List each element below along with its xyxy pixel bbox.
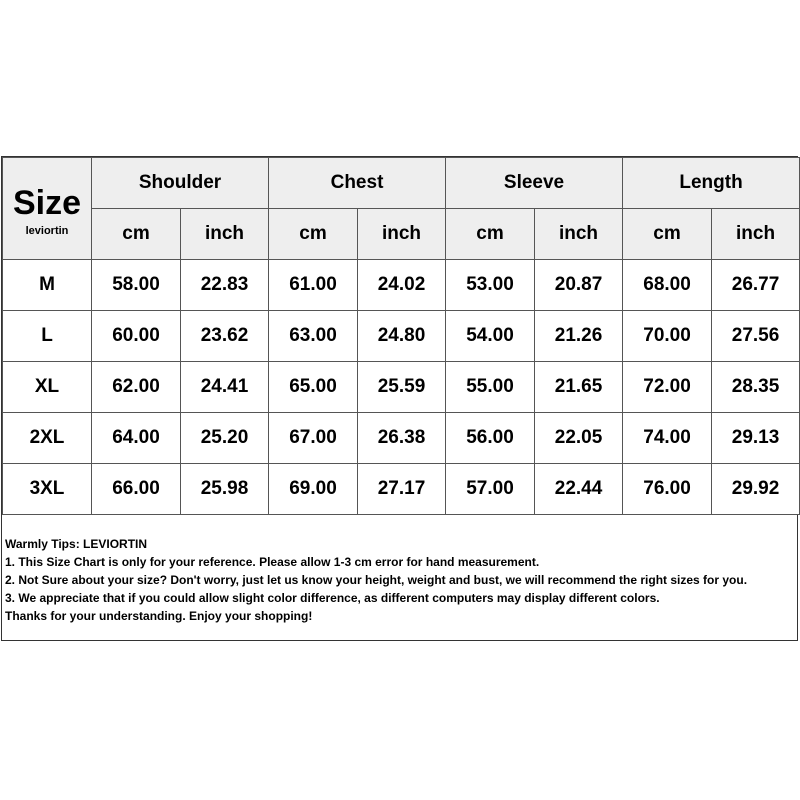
measurement-cell: 54.00 [446,311,535,362]
measurement-cell: 20.87 [535,260,623,311]
measurement-cell: 24.02 [358,260,446,311]
unit-header: inch [535,209,623,260]
size-table [2,157,800,515]
column-group-header: Sleeve [446,158,623,209]
size-cell: L [3,311,92,362]
size-chart [1,156,798,641]
measurement-cell: 66.00 [92,464,181,515]
tips-title: Warmly Tips: LEVIORTIN [5,537,148,551]
measurement-cell: 64.00 [92,413,181,464]
size-cell: XL [3,362,92,413]
measurement-cell: 61.00 [269,260,358,311]
unit-header: inch [358,209,446,260]
unit-header: cm [269,209,358,260]
measurement-cell: 25.98 [181,464,269,515]
size-cell: M [3,260,92,311]
size-cell: 3XL [3,464,92,515]
measurement-cell: 67.00 [269,413,358,464]
measurement-cell: 65.00 [269,362,358,413]
measurement-cell: 60.00 [92,311,181,362]
measurement-cell: 69.00 [269,464,358,515]
measurement-cell: 21.65 [535,362,623,413]
measurement-cell: 68.00 [623,260,712,311]
unit-header: inch [181,209,269,260]
measurement-cell: 24.41 [181,362,269,413]
measurement-cell: 58.00 [92,260,181,311]
measurement-cell: 74.00 [623,413,712,464]
measurement-cell: 22.44 [535,464,623,515]
measurement-cell: 28.35 [712,362,800,413]
size-cell: 2XL [3,413,92,464]
tips-closing: Thanks for your understanding. Enjoy your shopping! [5,609,313,623]
column-group-header: Shoulder [92,158,269,209]
measurement-cell: 55.00 [446,362,535,413]
measurement-cell: 63.00 [269,311,358,362]
size-header-cell [3,158,92,260]
unit-header: cm [92,209,181,260]
table-row [3,464,800,515]
measurement-cell: 29.13 [712,413,800,464]
measurement-cell: 62.00 [92,362,181,413]
measurement-cell: 76.00 [623,464,712,515]
measurement-cell: 72.00 [623,362,712,413]
unit-header: cm [623,209,712,260]
measurement-cell: 27.17 [358,464,446,515]
measurement-cell: 29.92 [712,464,800,515]
measurement-cell: 24.80 [358,311,446,362]
measurement-cell: 27.56 [712,311,800,362]
tips-line: 2. Not Sure about your size? Don't worry, just let us know your height, weight and bust, we will recommend the right sizes for you. [5,573,748,587]
measurement-cell: 25.59 [358,362,446,413]
tips-section [2,515,797,625]
tips-line: 3. We appreciate that if you could allow slight color difference, as different computers may display different colors. [5,591,660,605]
measurement-cell: 53.00 [446,260,535,311]
tips-line: 1. This Size Chart is only for your reference. Please allow 1-3 cm error for hand measurement. [5,555,540,569]
measurement-cell: 21.26 [535,311,623,362]
table-row [3,413,800,464]
measurement-cell: 57.00 [446,464,535,515]
measurement-cell: 26.77 [712,260,800,311]
measurement-cell: 22.83 [181,260,269,311]
column-group-header: Chest [269,158,446,209]
brand-label: leviortin [25,224,69,237]
measurement-cell: 26.38 [358,413,446,464]
measurement-cell: 22.05 [535,413,623,464]
table-row [3,311,800,362]
measurement-cell: 25.20 [181,413,269,464]
unit-header: inch [712,209,800,260]
table-row [3,362,800,413]
size-header-title: Size [12,183,82,222]
measurement-cell: 70.00 [623,311,712,362]
column-group-header: Length [623,158,800,209]
measurement-cell: 56.00 [446,413,535,464]
measurement-cell: 23.62 [181,311,269,362]
table-row [3,260,800,311]
unit-header: cm [446,209,535,260]
